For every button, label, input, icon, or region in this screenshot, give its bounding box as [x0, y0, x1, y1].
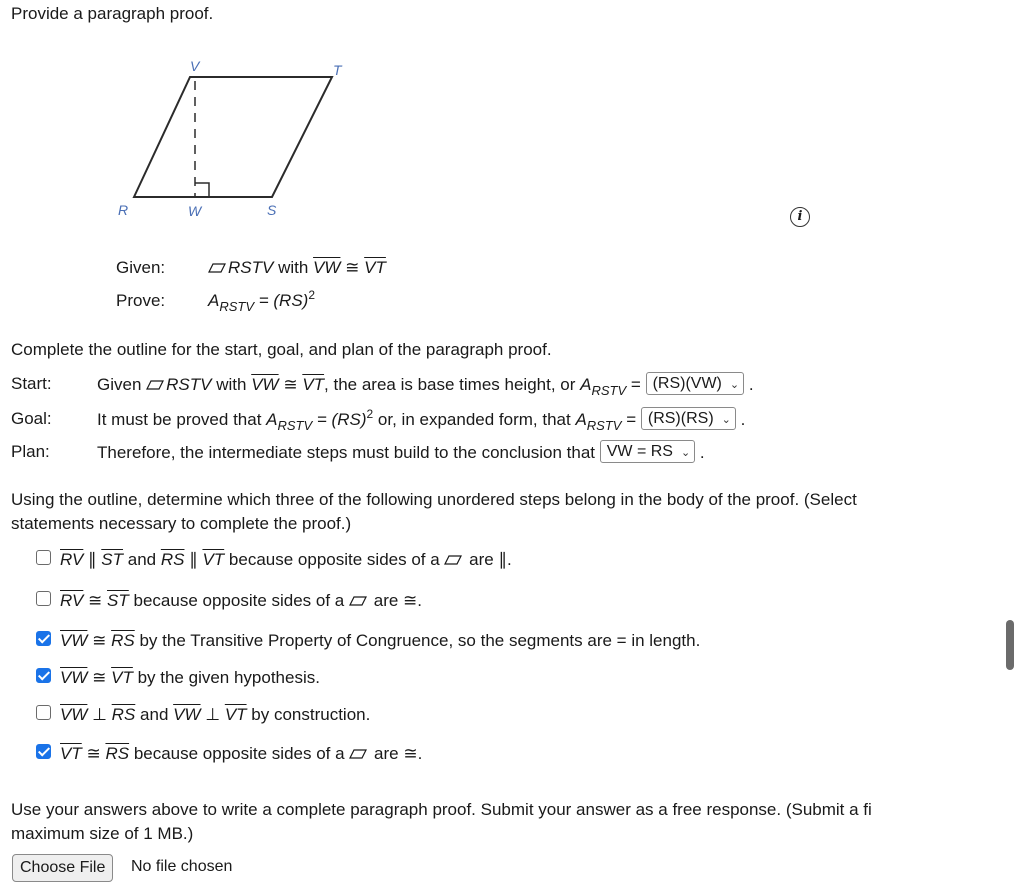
step-checkbox-6[interactable] [36, 744, 51, 759]
steps-prompt-line2: statements necessary to complete the proof.) [11, 514, 352, 533]
parallelogram-icon [349, 596, 367, 606]
label-t: T [333, 62, 342, 78]
goal-statement: It must be proved that $A_{RSTV} = (RS)^2$ or, in expanded form, that $A_{RSTV} = (RS)(RS)$ ⌄ . [97, 406, 746, 433]
info-icon[interactable]: i [790, 207, 810, 227]
parallelogram-icon [146, 380, 164, 390]
parallelogram-figure [110, 55, 350, 225]
scrollbar-thumb[interactable] [1006, 620, 1014, 670]
chevron-down-icon: ⌄ [721, 414, 731, 426]
step-statement-5: $\overline{VW}$ ⊥ $\overline{RS}$ and $\overline{VW}$ ⊥ $\overline{VT}$ by construction. [60, 705, 371, 724]
start-select[interactable]: (RS)(VW) ⌄ [646, 372, 745, 395]
steps-prompt-line1: Using the outline, determine which three of the following unordered steps belong in the body of the proof. (Select [11, 490, 857, 509]
step-checkbox-5[interactable] [36, 705, 51, 720]
parallelogram-icon [349, 749, 367, 759]
right-angle-mark [195, 183, 209, 197]
page-title: Provide a paragraph proof. [11, 4, 214, 23]
start-statement: Given RSTV with $\overline{VW}$ ≅ $\overline{VT}$, the area is base times height, or $A_{RSTV} = (RS)(VW)$ ⌄ . [97, 374, 754, 397]
submit-instructions-line1: Use your answers above to write a complete paragraph proof. Submit your answer as a free response. (Submit a fi [11, 800, 872, 819]
parallelogram-icon [208, 263, 226, 273]
goal-select[interactable]: (RS)(RS) ⌄ [641, 407, 736, 430]
label-r: R [118, 202, 129, 218]
parallelogram-icon [444, 555, 462, 565]
plan-label: Plan: [11, 442, 50, 461]
step-statement-4: $\overline{VW}$ ≅ $\overline{VT}$ by the given hypothesis. [60, 668, 320, 687]
given-statement: RSTV with $\overline{VW}$ ≅ $\overline{VT}$ [208, 258, 386, 278]
step-checkbox-1[interactable] [36, 550, 51, 565]
file-status: No file chosen [131, 858, 233, 875]
goal-label: Goal: [11, 409, 52, 428]
step-checkbox-3[interactable] [36, 631, 51, 646]
plan-select[interactable]: VW = RS ⌄ [600, 440, 695, 463]
label-w: W [188, 203, 202, 219]
step-checkbox-2[interactable] [36, 591, 51, 606]
choose-file-button[interactable]: Choose File [12, 854, 113, 882]
parallelogram-shape [134, 77, 332, 197]
label-s: S [267, 202, 277, 218]
start-label: Start: [11, 374, 52, 393]
step-checkbox-4[interactable] [36, 668, 51, 683]
step-statement-1: $\overline{RV}$ ∥ $\overline{ST}$ and $\overline{RS}$ ∥ $\overline{VT}$ because opposite sides of a are ∥. [60, 550, 512, 569]
submit-instructions-line2: maximum size of 1 MB.) [11, 824, 194, 843]
step-statement-6: $\overline{VT}$ ≅ $\overline{RS}$ because opposite sides of a are ≅. [60, 744, 423, 763]
step-statement-2: $\overline{RV}$ ≅ $\overline{ST}$ because opposite sides of a are ≅. [60, 591, 422, 610]
label-v: V [190, 58, 200, 74]
plan-statement: Therefore, the intermediate steps must build to the conclusion that VW = RS ⌄ . [97, 442, 705, 465]
outline-intro: Complete the outline for the start, goal, and plan of the paragraph proof. [11, 340, 552, 359]
chevron-down-icon: ⌄ [680, 447, 691, 459]
prove-statement: $A_{RSTV} = (RS)^2$ [208, 288, 316, 314]
step-statement-3: $\overline{VW}$ ≅ $\overline{RS}$ by the Transitive Property of Congruence, so the segments are = in length. [60, 631, 701, 650]
chevron-down-icon: ⌄ [729, 379, 740, 391]
prove-label: Prove: [116, 291, 166, 310]
given-label: Given: [116, 258, 166, 277]
